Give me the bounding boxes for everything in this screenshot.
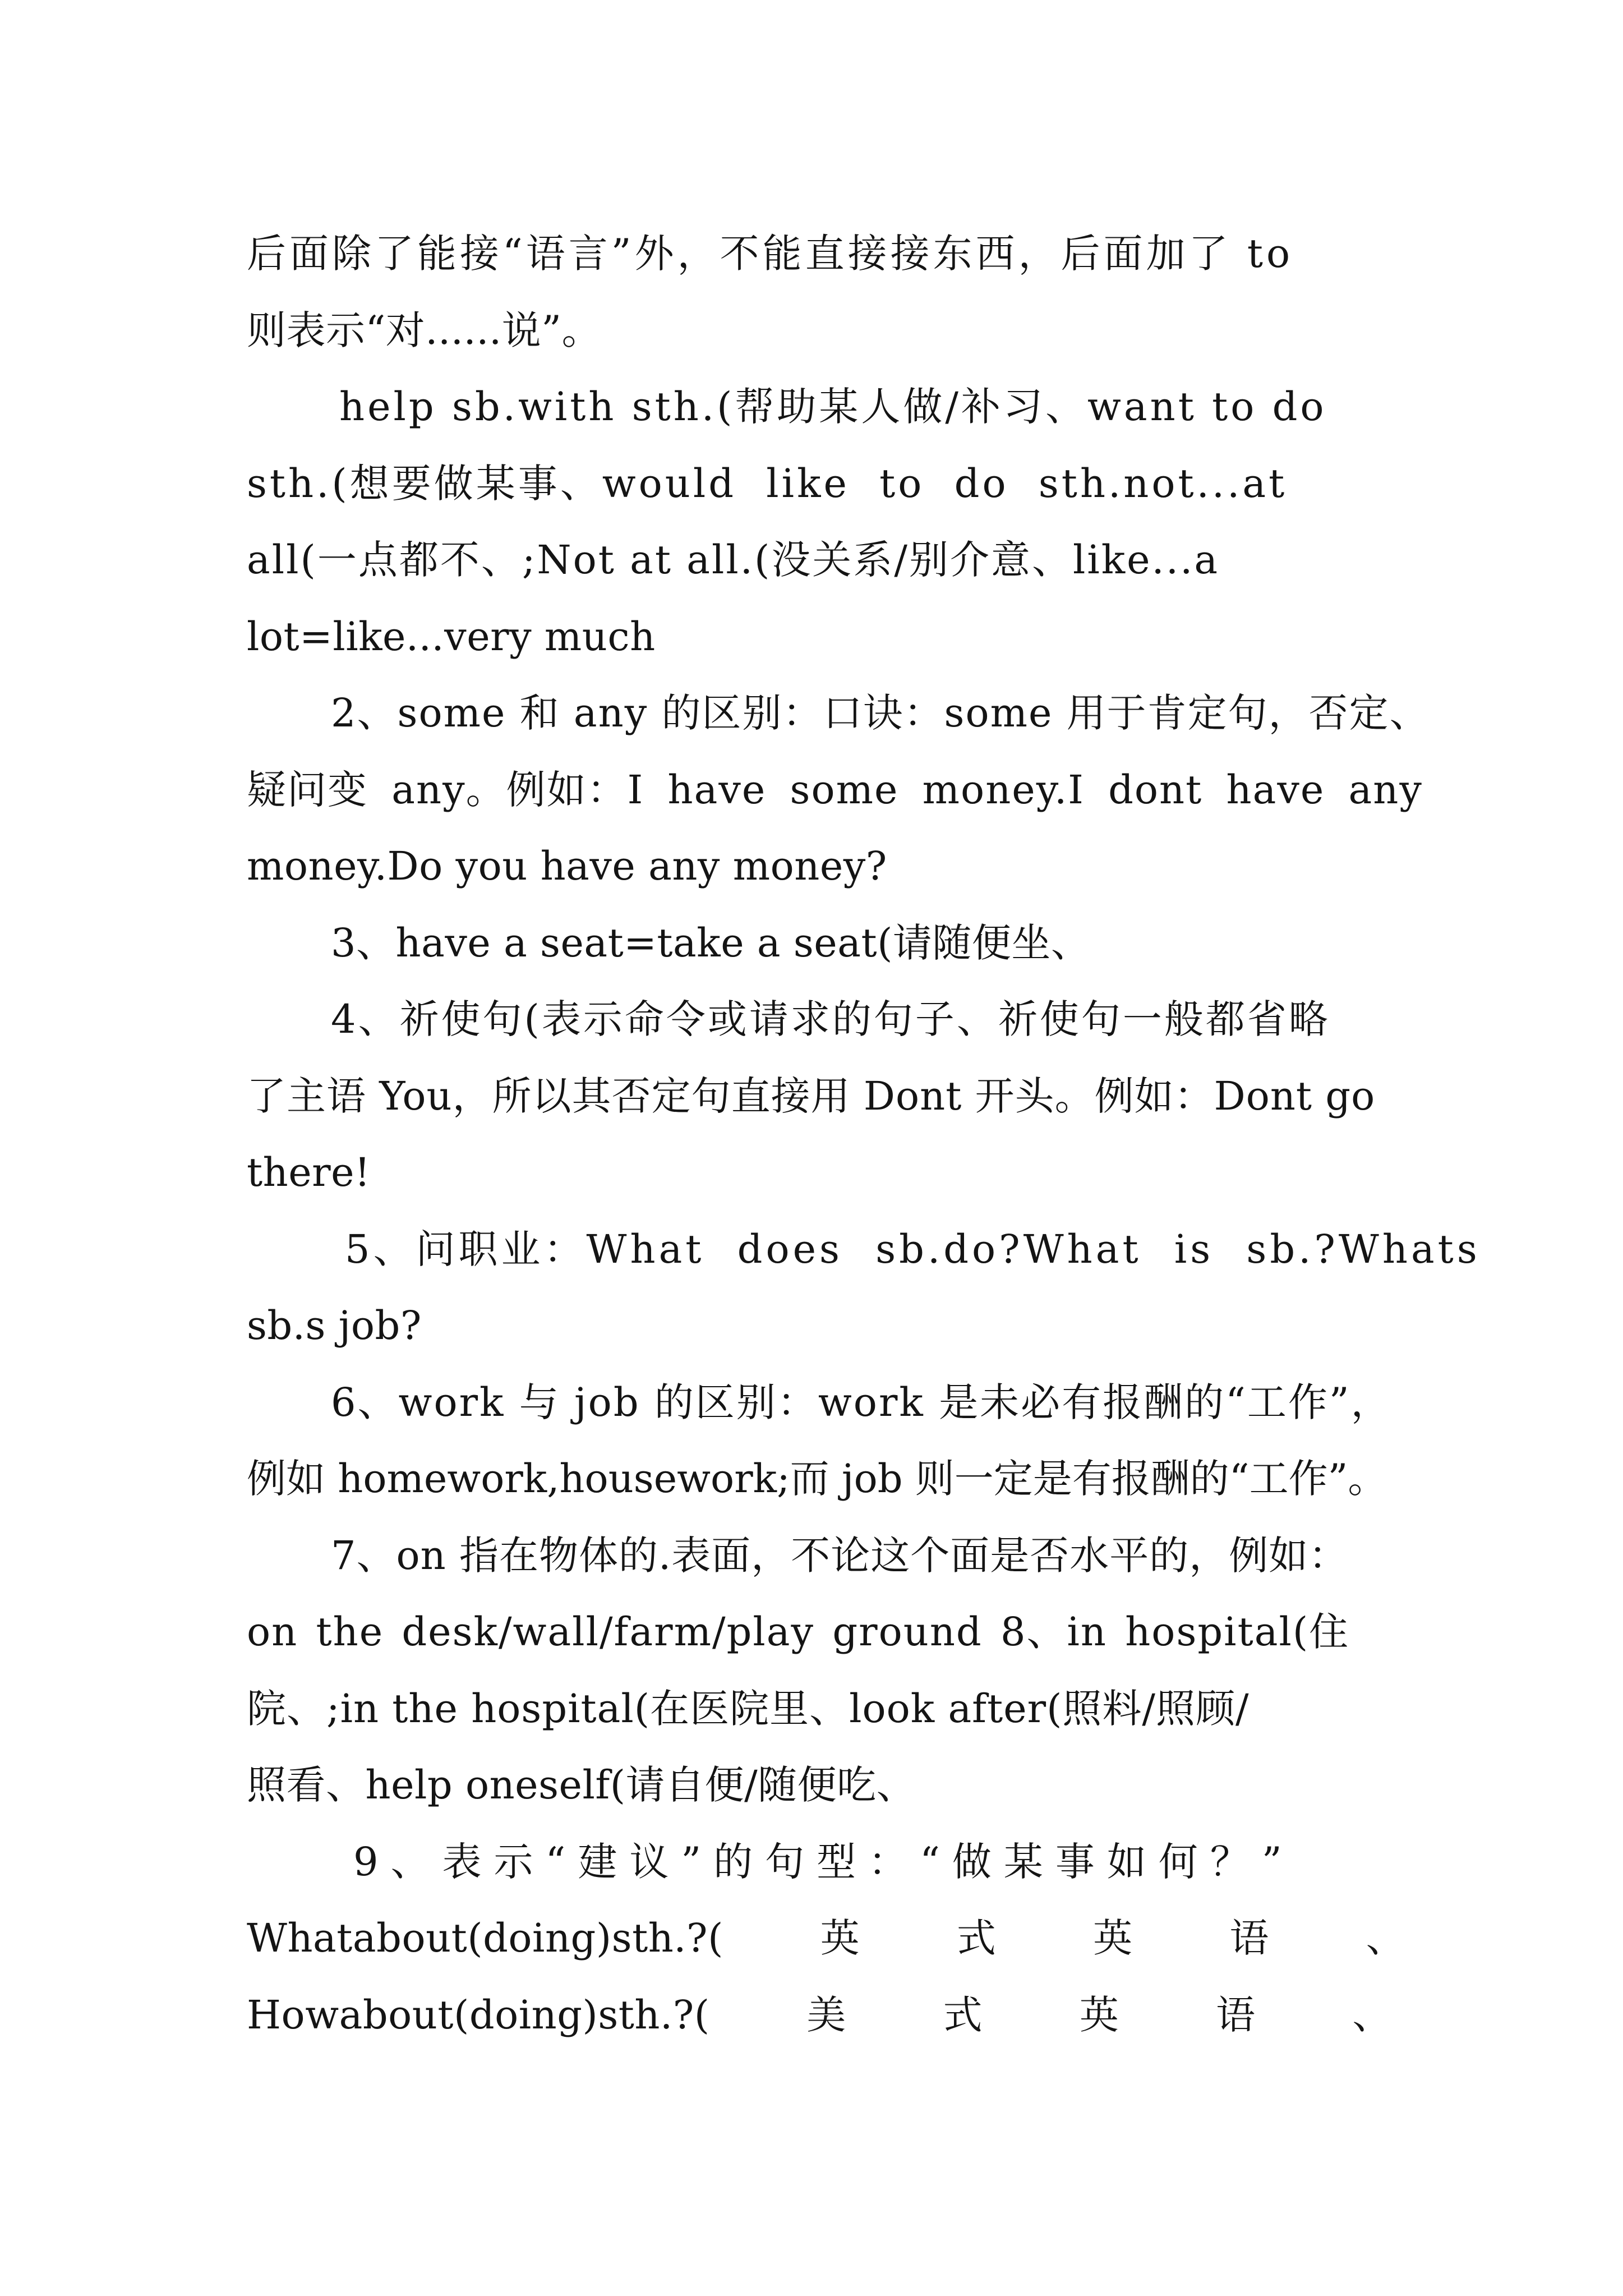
body-text bbox=[247, 215, 1481, 2053]
text-line: all(一点都不、;Not at all.(没关系/别介意、like...a bbox=[247, 537, 1220, 583]
text-line: 5、问职业：What does sb.do?What is sb.?Whats bbox=[345, 1226, 1481, 1272]
paragraph-1 bbox=[247, 215, 1385, 369]
text-line: 了主语 You，所以其否定句直接用 Dont 开头。例如：Dont go bbox=[247, 1073, 1376, 1119]
paragraph-7 bbox=[247, 1364, 1392, 1517]
paragraph-9 bbox=[247, 1824, 1406, 2054]
text-line: money.Do you have any money? bbox=[247, 843, 887, 889]
text-line: sb.s job? bbox=[247, 1303, 422, 1349]
text-line: lot=like...very much bbox=[247, 613, 656, 660]
text-line: sth.(想要做某事、would like to do sth.not...at bbox=[247, 460, 1288, 507]
text-line: 照看、help oneself(请自便/随便吃、 bbox=[247, 1762, 916, 1808]
paragraph-2 bbox=[247, 369, 1385, 675]
paragraph-5 bbox=[247, 981, 1385, 1211]
paragraph-8 bbox=[247, 1517, 1385, 1824]
text-line: 7、on 指在物体的.表面，不论这个面是否水平的，例如： bbox=[331, 1532, 1349, 1579]
text-line: 后面除了能接“语言”外，不能直接接东西，后面加了 to bbox=[247, 231, 1294, 277]
text-line: 疑问变 any。例如：I have some money.I dont have any bbox=[247, 766, 1423, 813]
text-line: Howabout(doing)sth.?( 美 式 英 语 、 bbox=[247, 1991, 1392, 2038]
text-line: 6、work 与 job 的区别：work 是未必有报酬的“工作”， bbox=[331, 1379, 1392, 1425]
paragraph-3 bbox=[247, 675, 1430, 905]
text-line: Whatabout(doing)sth.?( 英 式 英 语 、 bbox=[247, 1915, 1406, 1961]
text-line: 3、have a seat=take a seat(请随便坐、 bbox=[331, 919, 1091, 966]
text-line: 则表示“对......说”。 bbox=[247, 307, 602, 353]
text-line: help sb.with sth.(帮助某人做/补习、want to do bbox=[339, 384, 1327, 430]
text-line: there! bbox=[247, 1149, 371, 1195]
text-line: 9、表示“建议”的句型：“做某事如何？” bbox=[353, 1838, 1294, 1885]
paragraph-4 bbox=[247, 905, 1385, 982]
text-line: 4、祈使句(表示命令或请求的句子、祈使句一般都省略 bbox=[331, 996, 1330, 1042]
text-line: 2、some 和 any 的区别：口诀：some 用于肯定句，否定、 bbox=[331, 690, 1430, 736]
text-line: 院、;in the hospital(在医院里、look after(照料/照顾/ bbox=[247, 1685, 1249, 1732]
text-line: 例如 homework,housework;而 job 则一定是有报酬的“工作”。 bbox=[247, 1456, 1387, 1502]
paragraph-6 bbox=[247, 1211, 1481, 1364]
text-line: on the desk/wall/farm/play ground 8、in hospital(住 bbox=[247, 1609, 1350, 1655]
